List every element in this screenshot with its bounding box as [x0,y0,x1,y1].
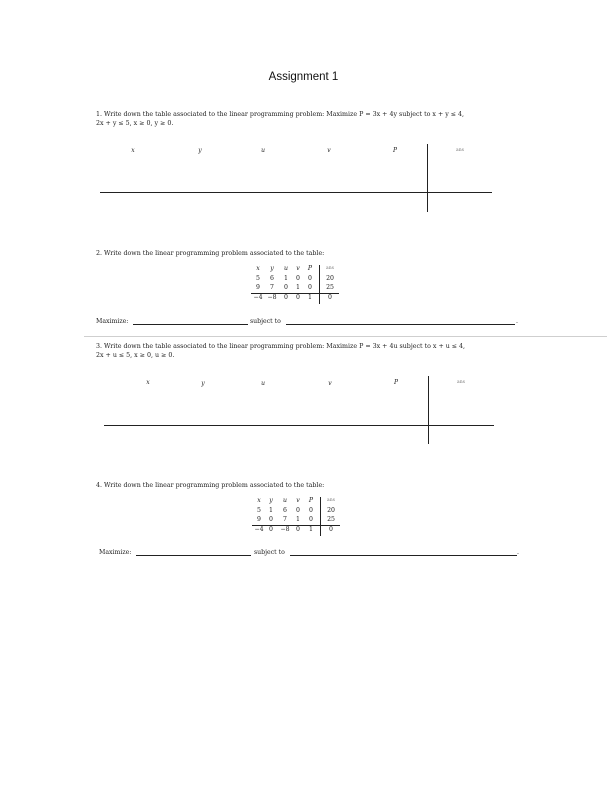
q2-cell: 6 [270,275,274,282]
q4-cell: 20 [327,507,335,514]
page-title: Assignment 1 [268,71,339,83]
q2-cell: 0 [328,294,332,301]
q4-maximize-label: Maximize: [99,549,132,556]
q3-header-v: v [328,380,332,387]
q4-cell: 0 [269,526,273,533]
q4-tableau-divider [320,497,321,536]
q4-cell: 6 [283,507,287,514]
q4-cell: 5 [257,507,261,514]
q4-cell: −8 [280,526,290,533]
q4-cell: 0 [269,516,273,523]
q4-cell: −4 [254,526,264,533]
q1-header-p: P [392,147,398,154]
q2-cell: −4 [253,294,263,301]
q1-table-rule [100,192,492,193]
q4-subject-to-label: subject to [254,549,285,556]
q2-header-x: x [256,265,260,272]
question-2-tableau [253,265,353,315]
q4-cell: 7 [283,516,287,523]
q2-subject-to-field[interactable] [286,324,515,325]
q4-cell: 0 [309,507,313,514]
q3-table-rule [104,425,494,426]
q2-cell: 0 [308,284,312,291]
q4-header-y: y [269,497,273,504]
q1-header-ans: ans [456,148,464,153]
q2-header-p: P [307,265,313,272]
question-3-text: 3. Write down the table associated to the linear programming problem: Maximize P = 3x + 4u subject to x + u ≤ 4, [96,343,466,350]
q2-cell: 0 [296,294,300,301]
q4-header-u: u [283,497,287,504]
question-2-text: 2. Write down the linear programming problem associated to the table: [96,250,325,257]
q4-cell: 1 [296,516,300,523]
q2-tableau-rule [251,293,339,294]
q2-maximize-field[interactable] [133,324,248,325]
q3-header-x: x [146,379,150,386]
q2-cell: 0 [284,294,288,301]
q4-cell: 0 [296,507,300,514]
q2-cell: 25 [326,284,334,291]
q4-end-mark: . [517,549,519,556]
q4-header-ans: ans [327,498,335,503]
q2-cell: 0 [308,275,312,282]
q1-header-y: y [198,147,202,154]
q2-header-y: y [270,265,274,272]
page-separator [84,336,607,337]
q1-header-v: v [327,147,331,154]
question-1-text: 1. Write down the table associated to the linear programming problem: Maximize P = 3x + 4y subject to x + y ≤ 4, [96,111,465,118]
q2-header-v: v [296,265,300,272]
q2-cell: 5 [256,275,260,282]
q4-cell: 9 [257,516,261,523]
q4-cell: 0 [329,526,333,533]
question-1-text-cont: 2x + y ≤ 5, x ≥ 0, y ≥ 0. [96,120,174,127]
q2-subject-to-label: subject to [250,318,281,325]
q4-header-x: x [257,497,261,504]
q4-header-v: v [296,497,300,504]
q4-cell: 0 [309,516,313,523]
question-4-text: 4. Write down the linear programming problem associated to the table: [96,482,325,489]
q1-header-u: u [261,147,265,154]
q2-cell: 1 [308,294,312,301]
q4-cell: 25 [327,516,335,523]
q4-header-p: P [308,497,314,504]
q2-cell: 1 [284,275,288,282]
q4-cell: 1 [269,507,273,514]
q2-tableau-divider [319,265,320,304]
q4-tableau-rule [252,525,340,526]
q2-cell: 20 [326,275,334,282]
q2-header-ans: ans [326,266,334,271]
q2-cell: 0 [284,284,288,291]
q2-maximize-label: Maximize: [96,318,129,325]
question-4-tableau [254,497,354,547]
q2-header-u: u [284,265,288,272]
q1-table-divider [427,144,428,212]
q3-header-ans: ans [457,380,465,385]
question-3-text-cont: 2x + u ≤ 5, x ≥ 0, u ≥ 0. [96,352,175,359]
q4-cell: 1 [309,526,313,533]
q4-maximize-field[interactable] [136,555,251,556]
q3-table-divider [428,376,429,444]
q4-cell: 0 [296,526,300,533]
q4-subject-to-field[interactable] [290,555,517,556]
q2-cell: 1 [296,284,300,291]
q3-header-u: u [261,380,265,387]
q3-header-p: P [393,379,399,386]
q3-header-y: y [201,380,205,387]
q2-cell: −8 [267,294,277,301]
q2-cell: 9 [256,284,260,291]
q1-header-x: x [131,147,135,154]
q2-end-mark: . [516,318,518,325]
q2-cell: 7 [270,284,274,291]
q2-cell: 0 [296,275,300,282]
